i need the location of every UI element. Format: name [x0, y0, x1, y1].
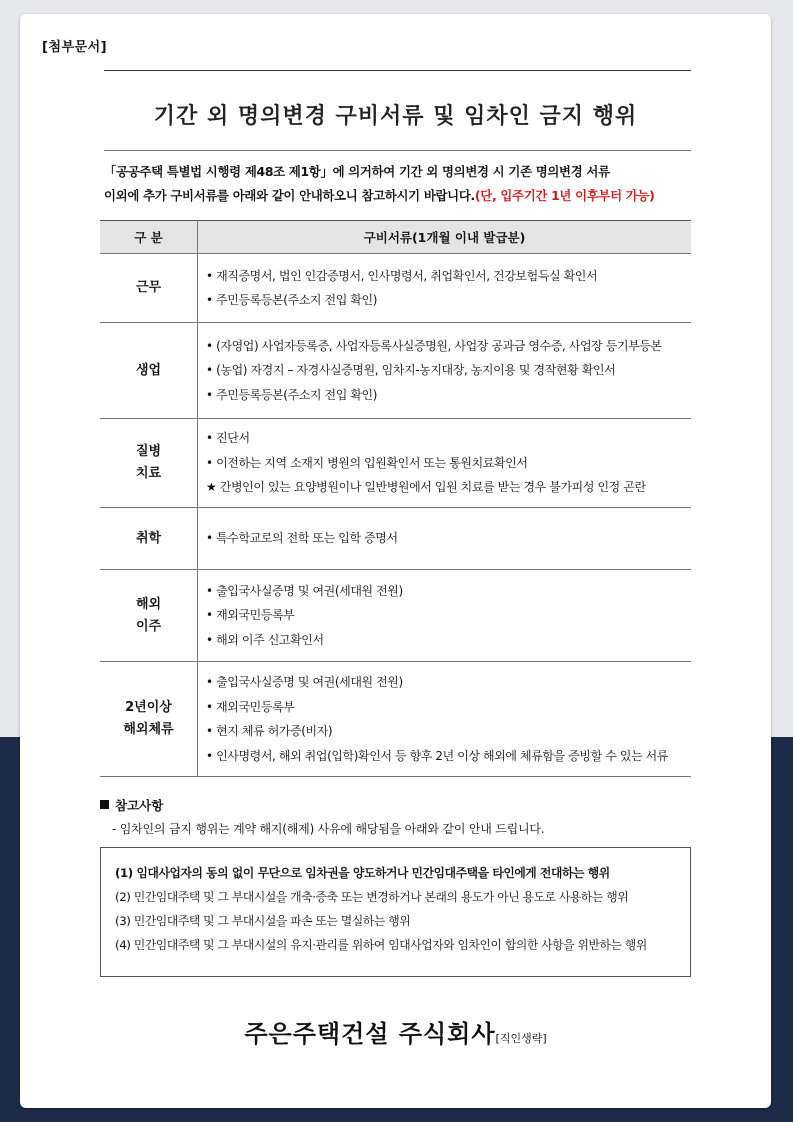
document-item: • 재외국민등록부 [206, 608, 295, 623]
category-label: 2년이상 [125, 700, 172, 715]
attachment-label: [첨부문서] [42, 40, 108, 55]
header-documents: 구비서류(1개월 이내 발급분) [198, 221, 692, 254]
category-label: 질병 [135, 444, 162, 459]
document-item: • 인사명령서, 해외 취업(입학)확인서 등 향후 2년 이상 해외에 체류함을 증빙할 수 있는 서류 [206, 748, 669, 763]
table-row [100, 508, 691, 570]
document-item: • 진단서 [206, 431, 250, 446]
table-row [100, 570, 691, 662]
row-documents [198, 508, 692, 570]
header-category: 구 분 [100, 221, 198, 254]
row-category [100, 662, 198, 777]
table-row [100, 662, 691, 777]
notes-heading-text: 참고사항 [115, 798, 164, 813]
seal-note: [직인생략] [495, 1032, 547, 1045]
prohibition-item: (2) 민간임대주택 및 그 부대시설을 개축‧증축 또는 변경하거나 본래의 용도가 아닌 용도로 사용하는 행위 [115, 890, 629, 904]
table-header-row [100, 221, 691, 254]
row-category [100, 419, 198, 508]
category-label: 취학 [135, 530, 162, 546]
square-bullet-icon [100, 800, 109, 809]
document-item: • 재직증명서, 법인 인감증명서, 인사명령서, 취업확인서, 건강보험득실 확인서 [206, 268, 598, 283]
table-row [100, 254, 691, 323]
document-item: • 재외국민등록부 [206, 699, 295, 714]
requirements-table [100, 220, 691, 777]
row-category [100, 254, 198, 323]
notes-heading [100, 796, 163, 814]
notes-description: - 임차인의 금지 행위는 계약 해지(해제) 사유에 해당됨을 아래와 같이 안내 드립니다. [112, 822, 545, 836]
document-item: • 주민등록등본(주소지 전입 확인) [206, 387, 377, 402]
document-item: • (자영업) 사업자등록증, 사업자등록사실증명원, 사업장 공과금 영수증, 사업장 등기부등본 [206, 338, 662, 353]
row-documents [198, 419, 692, 508]
title-divider [104, 150, 691, 151]
document-item: • 출입국사실증명 및 여권(세대원 전원) [206, 583, 403, 598]
top-divider [104, 70, 691, 71]
table-row [100, 419, 691, 508]
row-category [100, 323, 198, 419]
row-documents [198, 323, 692, 419]
row-documents [198, 570, 692, 662]
intro-line2: 이외에 추가 구비서류를 아래와 같이 안내하오니 참고하시기 바랍니다. [104, 188, 475, 203]
prohibitions-box [100, 847, 691, 977]
prohibition-item: (3) 민간임대주택 및 그 부대시설을 파손 또는 멸실하는 행위 [115, 914, 411, 928]
document-item: • (농업) 자경지 – 자경사실증명원, 임차지-농지대장, 농지이용 및 경작현황 확인서 [206, 363, 616, 378]
document-item: • 특수학교로의 전학 또는 입학 증명서 [206, 531, 398, 546]
category-label: 근무 [135, 280, 162, 295]
company-signature [20, 1014, 771, 1049]
document-item: • 해외 이주 신고확인서 [206, 632, 324, 647]
document-item: • 이전하는 지역 소재지 병원의 입원확인서 또는 통원치료확인서 [206, 455, 528, 470]
document-item: ★ 간병인이 있는 요양병원이나 일반병원에서 입원 치료를 받는 경우 불가피성 인정 곤란 [206, 480, 646, 495]
document-item: • 출입국사실증명 및 여권(세대원 전원) [206, 675, 403, 689]
row-category [100, 570, 198, 662]
row-documents [198, 254, 692, 323]
intro-line1: 「공공주택 특별법 시행령 제48조 제1항」에 의거하여 기간 외 명의변경 시 기존 명의변경 서류 [104, 164, 610, 179]
company-name: 주은주택건설 주식회사 [244, 1020, 496, 1048]
document-title: 기간 외 명의변경 구비서류 및 임차인 금지 행위 [153, 104, 638, 129]
document-sheet [20, 14, 771, 1108]
intro-note-red: (단, 입주기간 1년 이후부터 가능) [474, 188, 655, 203]
row-documents [198, 662, 692, 777]
category-label: 이주 [135, 618, 162, 634]
prohibition-item: (4) 민간임대주택 및 그 부대시설의 유지‧관리를 위하여 임대사업자와 임차인이 합의한 사항을 위반하는 행위 [115, 938, 647, 952]
category-label: 해외체류 [123, 722, 174, 737]
category-label: 해외 [135, 596, 162, 612]
document-item: • 현지 체류 허가증(비자) [206, 724, 333, 738]
table-row [100, 323, 691, 419]
row-category [100, 508, 198, 570]
category-label: 치료 [135, 466, 162, 481]
intro-paragraph [104, 160, 696, 208]
document-item: • 주민등록등본(주소지 전입 확인) [206, 293, 377, 307]
category-label: 생업 [135, 362, 162, 378]
prohibition-item: (1) 임대사업자의 동의 없이 무단으로 임차권을 양도하거나 민간임대주택을 타인에게 전대하는 행위 [115, 866, 610, 880]
